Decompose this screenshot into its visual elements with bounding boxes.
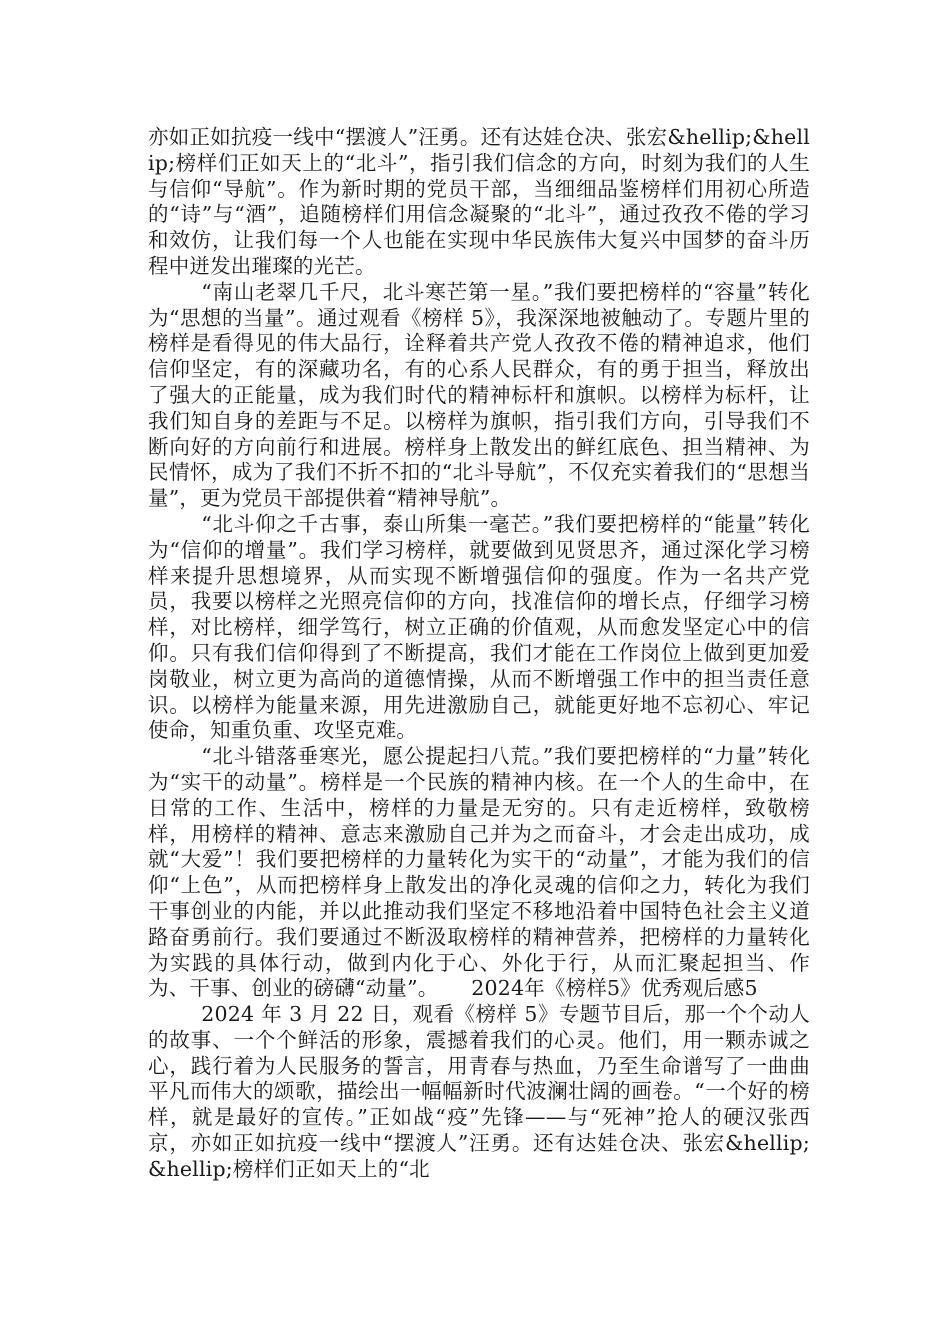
paragraph-4 <box>148 744 810 1002</box>
paragraph-5 <box>148 1002 810 1183</box>
paragraph-2-text: “南山老翠几千尺，北斗寒芒第一星。”我们要把榜样的“容量”转化为“思想的当量”。通过观看《榜样 5》，我深深地被触动了。专题片里的榜样是看得见的伟大品行，诠释着共产党人孜孜不倦的精神追求，他们信仰坚定，有的深藏功名，有的心系人民群众，有的勇于担当，释放出了强大的正能量，成为我们时代的精神标杆和旗帜。以榜样为标杆，让我们知自身的差距与不足。以榜样为旗帜，指引我们方向，引导我们不断向好的方向前行和进展。榜样身上散发出的鲜红底色、担当精神、为民情怀，成为了我们不折不扣的“北斗导航”，不仅充实着我们的“思想当量”，更为党员干部提供着“精神导航”。 <box>148 279 810 511</box>
paragraph-3-text: “北斗仰之千古事，泰山所集一毫芒。”我们要把榜样的“能量”转化为“信仰的增量”。我们学习榜样，就要做到见贤思齐，通过深化学习榜样来提升思想境界，从而实现不断增强信仰的强度。作为一名共产党员，我要以榜样之光照亮信仰的方向，找准信仰的增长点，仔细学习榜样，对比榜样，细学笃行，树立正确的价值观，从而愈发坚定心中的信仰。只有我们信仰得到了不断提高，我们才能在工作岗位上做到更加爱岗敬业，树立更为高尚的道德情操，从而不断增强工作中的担当责任意识。以榜样为能量来源，用先进激励自己，就能更好地不忘初心、牢记使命，知重负重、攻坚克难。 <box>148 511 810 743</box>
section-heading: 2024年《榜样5》优秀观后感5 <box>471 976 758 1001</box>
paragraph-2 <box>148 280 810 512</box>
paragraph-3 <box>148 512 810 744</box>
paragraph-1-text: 亦如正如抗疫一线中“摆渡人”汪勇。还有达娃仓决、张宏&hellip;&hellip;榜样们正如天上的“北斗”，指引我们信念的方向，时刻为我们的人生与信仰“导航”。作为新时期的党员干部，当细细品鉴榜样们用初心所造的“诗”与“酒”，追随榜样们用信念凝聚的“北斗”，通过孜孜不倦的学习和效仿，让我们每一个人也能在实现中华民族伟大复兴中国梦的奋斗历程中迸发出璀璨的光芒。 <box>148 125 810 278</box>
paragraph-1 <box>148 125 810 280</box>
paragraph-5-text: 2024 年 3 月 22 日，观看《榜样 5》专题节目后，那一个个动人的故事、一个个鲜活的形象，震撼着我们的心灵。他们，用一颗赤诚之心，践行着为人民服务的誓言，用青春与热血，乃至生命谱写了一曲曲平凡而伟大的颂歌，描绘出一幅幅新时代波澜壮阔的画卷。“一个好的榜样，就是最好的宣传。”正如战“疫”先锋——与“死神”抢人的硬汉张西京，亦如正如抗疫一线中“摆渡人”汪勇。还有达娃仓决、张宏&hellip;&hellip;榜样们正如天上的“北 <box>148 1002 810 1181</box>
paragraph-4-text: “北斗错落垂寒光，愿公提起扫八荒。”我们要把榜样的“力量”转化为“实干的动量”。榜样是一个民族的精神内核。在一个人的生命中，在日常的工作、生活中，榜样的力量是无穷的。只有走近榜样，致敬榜样，用榜样的精神、意志来激励自己并为之而奋斗，才会走出成功，成就“大爱”！我们要把榜样的力量转化为实干的“动量”，才能为我们的信仰“上色”，从而把榜样身上散发出的净化灵魂的信仰之力，转化为我们干事创业的内能，并以此推动我们坚定不移地沿着中国特色社会主义道路奋勇前行。我们要通过不断汲取榜样的精神营养，把榜样的力量转化为实践的具体行动，做到内化于心、外化于行，从而汇聚起担当、作为、干事、创业的磅礴“动量”。 <box>148 744 810 1001</box>
